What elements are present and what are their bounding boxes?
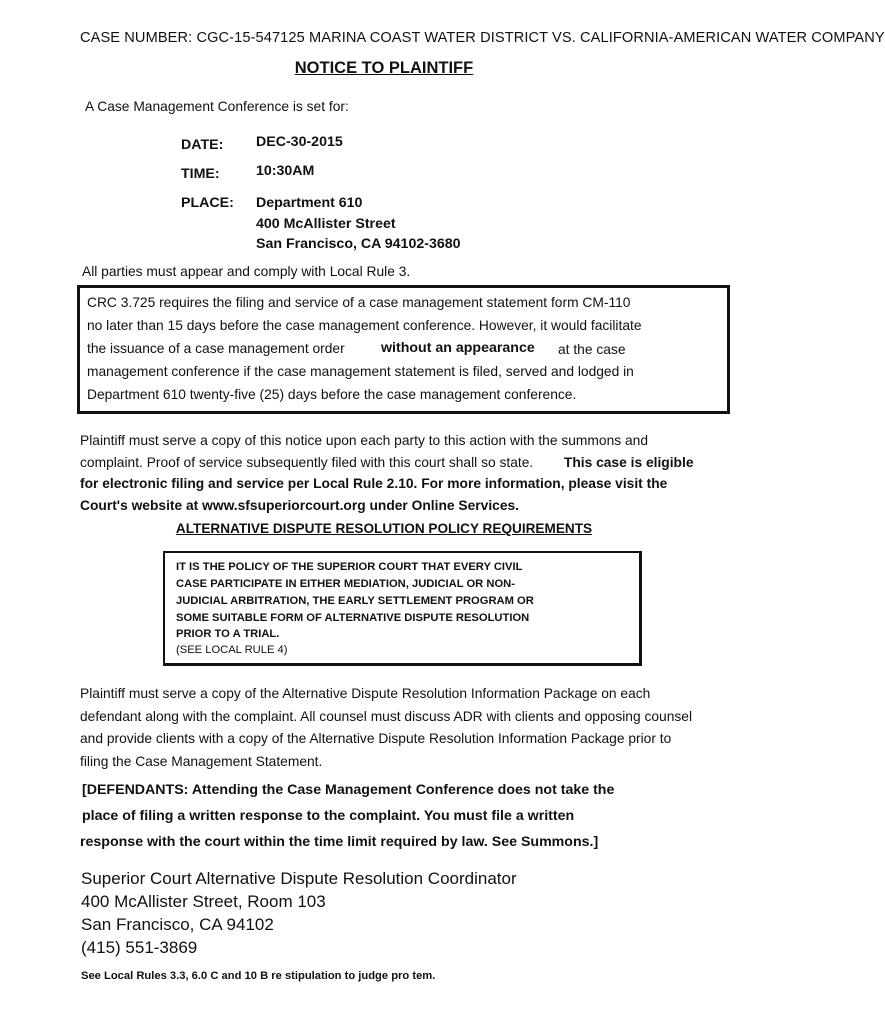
defendants-notice-line: place of filing a written response to the complaint. You must file a written — [82, 808, 575, 824]
coordinator-phone: (415) 551-3869 — [81, 938, 198, 957]
service-text: Plaintiff must serve a copy of this notice upon each party to this action with the summons and complaint. Proof of service subsequently filed with this court shall so state. — [80, 433, 649, 470]
coordinator-line: Superior Court Alternative Dispute Resolution Coordinator — [81, 869, 517, 888]
policy-line: CASE PARTICIPATE IN EITHER MEDIATION, JUDICIAL OR NON- — [176, 578, 515, 590]
crc-line: management conference if the case management statement is filed, served and lodged in — [87, 364, 634, 379]
policy-line: PRIOR TO A TRIAL. — [176, 628, 280, 640]
place-line: San Francisco, CA 94102-3680 — [256, 236, 461, 252]
service-paragraph — [80, 430, 700, 516]
without-appearance-emphasis: without an appearance — [381, 340, 535, 356]
date-value: DEC-30-2015 — [256, 134, 343, 150]
coordinator-address: 400 McAllister Street, Room 103 — [81, 892, 326, 911]
crc-line: the issuance of a case management order — [87, 341, 345, 356]
place-line: Department 610 — [256, 195, 363, 211]
adr-section-title: ALTERNATIVE DISPUTE RESOLUTION POLICY REQUIREMENTS — [175, 521, 593, 536]
policy-line: IT IS THE POLICY OF THE SUPERIOR COURT THAT EVERY CIVIL — [176, 561, 523, 573]
case-number-line: CASE NUMBER: CGC-15-547125 MARINA COAST WATER DISTRICT VS. CALIFORNIA-AMERICAN WATER COMPANY — [80, 30, 885, 46]
e-filing-notice: This case is eligible for electronic filing and service per Local Rule 2.10. For more information, please visit the Court's website at www.sfsuperiorcourt.org under Online Services. — [80, 454, 694, 513]
adr-paragraph: Plaintiff must serve a copy of the Alternative Dispute Resolution Information Package on each defendant along with the complaint. All counsel must discuss ADR with clients and opposing counsel and provide clients with a copy of the Alternative Dispute Resolution Information Package prior to filing the Case Management Statement. — [80, 686, 693, 769]
place-line: 400 McAllister Street — [256, 215, 396, 232]
policy-see-rule: (SEE LOCAL RULE 4) — [176, 644, 288, 656]
crc-line: at the case — [558, 342, 626, 357]
crc-line: CRC 3.725 requires the filing and service of a case management statement form CM-110 — [87, 295, 631, 310]
defendants-notice-line: [DEFENDANTS: Attending the Case Management Conference does not take the — [82, 782, 615, 798]
time-value: 10:30AM — [256, 163, 315, 179]
defendants-notice-line: response with the court within the time limit required by law. See Summons.] — [80, 834, 599, 850]
crc-line: no later than 15 days before the case management conference. However, it would facilitate — [87, 318, 642, 333]
time-label: TIME: — [181, 166, 220, 182]
place-label: PLACE: — [181, 195, 234, 211]
date-label: DATE: — [181, 137, 224, 153]
crc-line: Department 610 twenty-five (25) days before the case management conference. — [87, 387, 577, 402]
policy-line: SOME SUITABLE FORM OF ALTERNATIVE DISPUTE RESOLUTION — [176, 612, 530, 624]
local-rules-footnote: See Local Rules 3.3, 6.0 C and 10 B re stipulation to judge pro tem. — [81, 970, 436, 982]
page-title: NOTICE TO PLAINTIFF — [294, 59, 474, 77]
appearance-notice: All parties must appear and comply with Local Rule 3. — [82, 264, 411, 279]
conference-intro: A Case Management Conference is set for: — [85, 99, 349, 114]
policy-line: JUDICIAL ARBITRATION, THE EARLY SETTLEMENT PROGRAM OR — [176, 595, 534, 607]
coordinator-city: San Francisco, CA 94102 — [81, 915, 274, 934]
